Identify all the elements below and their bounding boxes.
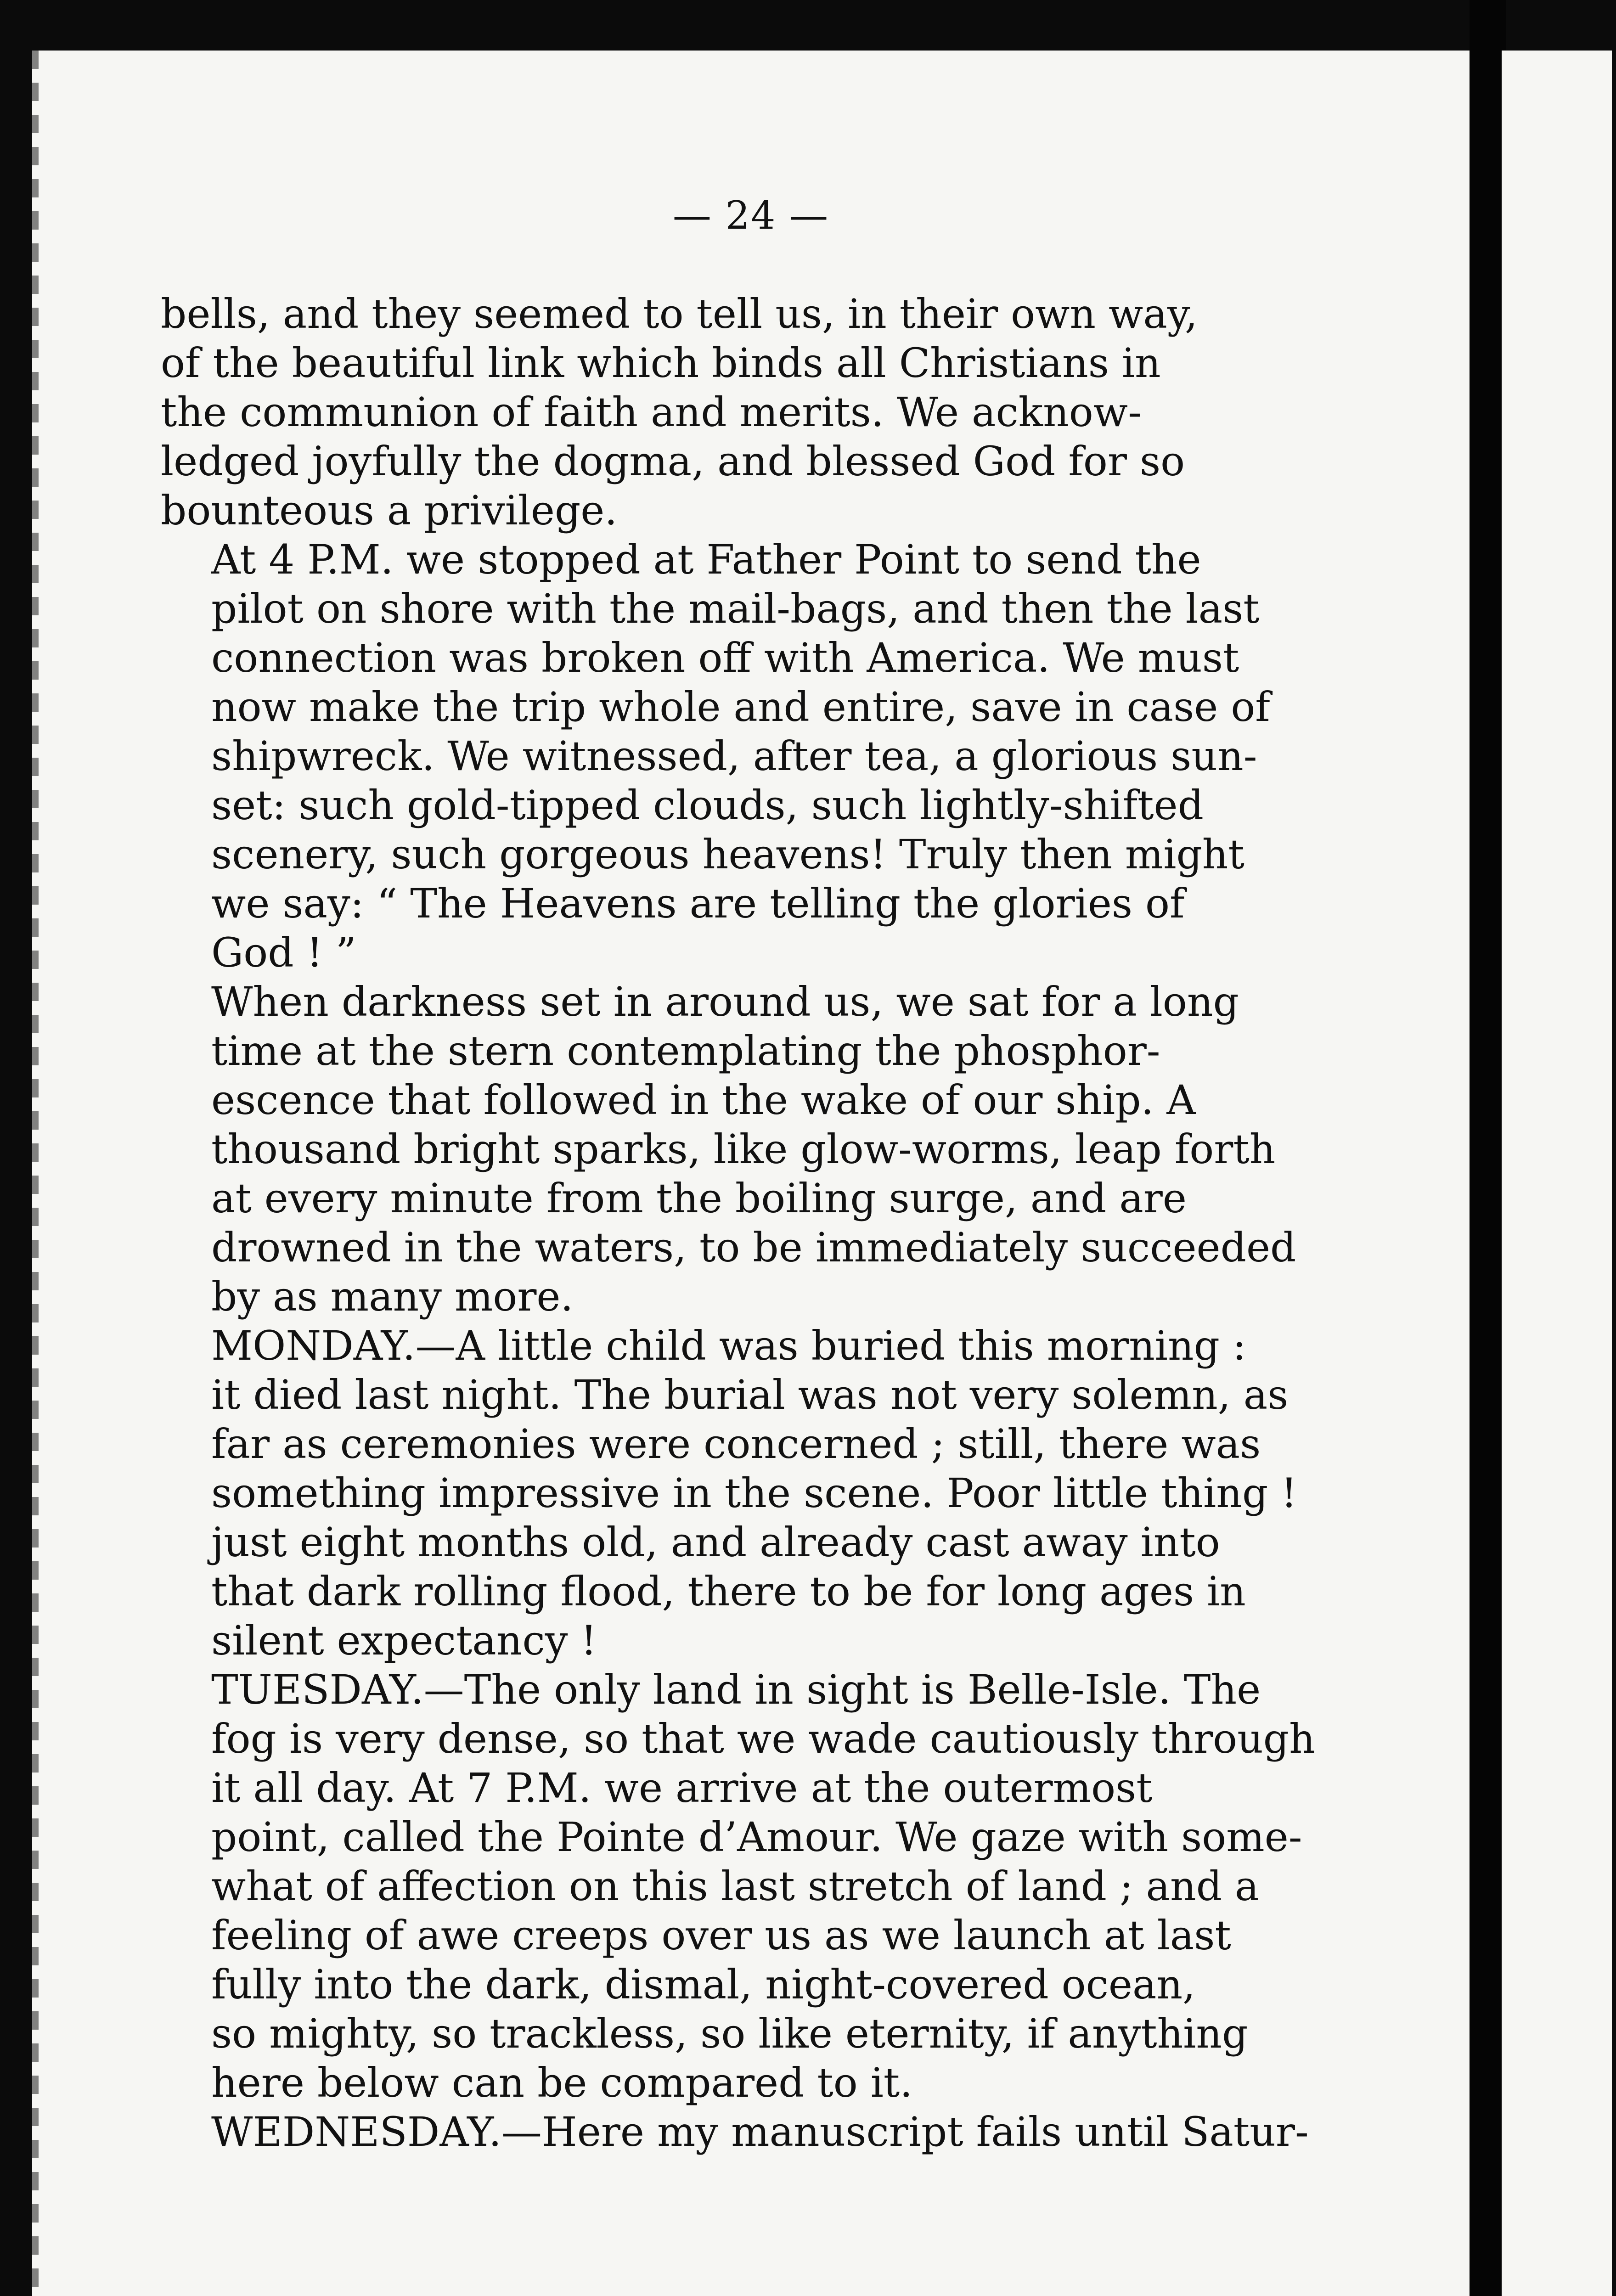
text-line: drowned in the waters, to be immediately succeeded: [211, 1224, 1296, 1271]
body-text: [161, 289, 1391, 2156]
paragraph-darkness: [161, 977, 1391, 1321]
text-line: fully into the dark, dismal, night-covered ocean,: [211, 1961, 1196, 2008]
text-line: WEDNESDAY.—Here my manuscript fails until Satur-: [211, 2108, 1309, 2155]
text-line: fog is very dense, so that we wade cautiously through: [211, 1715, 1315, 1762]
text-line: point, called the Pointe d’Amour. We gaze with some-: [211, 1813, 1302, 1861]
paragraph-monday: [161, 1321, 1391, 1665]
text-line: escence that followed in the wake of our ship. A: [211, 1076, 1196, 1124]
text-line: ledged joyfully the dogma, and blessed God for so: [161, 438, 1185, 485]
text-line: shipwreck. We witnessed, after tea, a glorious sun-: [211, 732, 1257, 780]
text-line: we say: “ The Heavens are telling the glories of: [211, 880, 1185, 927]
text-line: connection was broken off with America. We must: [211, 634, 1239, 681]
text-line: set: such gold-tipped clouds, such lightly-shifted: [211, 782, 1204, 829]
text-line: what of affection on this last stretch of land ; and a: [211, 1863, 1259, 1910]
text-line: by as many more.: [211, 1273, 574, 1320]
text-line: God ! ”: [211, 929, 356, 976]
text-line: now make the trip whole and entire, save in case of: [211, 683, 1270, 731]
text-line: it died last night. The burial was not very solemn, as: [211, 1371, 1289, 1418]
text-line: something impressive in the scene. Poor little thing !: [211, 1469, 1297, 1517]
text-line: time at the stern contemplating the phosphor-: [211, 1027, 1160, 1075]
paragraph-tuesday: [161, 1665, 1391, 2107]
facing-page-edge: [1502, 51, 1612, 2296]
text-line: just eight months old, and already cast away into: [211, 1519, 1220, 1566]
text-line: scenery, such gorgeous heavens! Truly then might: [211, 831, 1244, 878]
text-line: MONDAY.—A little child was buried this morning :: [211, 1322, 1246, 1369]
text-line: at every minute from the boiling surge, and are: [211, 1175, 1187, 1222]
text-line: TUESDAY.—The only land in sight is Belle-Isle. The: [211, 1666, 1261, 1713]
text-line: When darkness set in around us, we sat for a long: [211, 978, 1239, 1025]
text-line: far as ceremonies were concerned ; still, there was: [211, 1420, 1261, 1468]
page-number: — 24 —: [672, 193, 829, 238]
text-line: of the beautiful link which binds all Christians in: [161, 339, 1161, 387]
text-line: At 4 P.M. we stopped at Father Point to send the: [211, 536, 1201, 583]
book-gutter: [1470, 0, 1506, 2296]
text-line: that dark rolling flood, there to be for long ages in: [211, 1568, 1246, 1615]
paragraph-wednesday: [161, 2107, 1391, 2156]
text-line: pilot on shore with the mail-bags, and then the last: [211, 585, 1260, 632]
text-line: bounteous a privilege.: [161, 487, 618, 534]
text-line: feeling of awe creeps over us as we launch at last: [211, 1912, 1231, 1959]
text-line: here below can be compared to it.: [211, 2059, 913, 2106]
text-line: so mighty, so trackless, so like eternity, if anything: [211, 2010, 1248, 2057]
book-page: [32, 51, 1470, 2296]
text-line: it all day. At 7 P.M. we arrive at the outermost: [211, 1764, 1153, 1812]
text-line: the communion of faith and merits. We acknow-: [161, 388, 1142, 436]
paragraph-bells: [161, 289, 1391, 535]
text-line: thousand bright sparks, like glow-worms, leap forth: [211, 1125, 1276, 1173]
text-line: silent expectancy !: [211, 1617, 597, 1664]
page-left-edge: [32, 51, 39, 2296]
text-line: bells, and they seemed to tell us, in their own way,: [161, 290, 1198, 338]
paragraph-father-point: [161, 535, 1391, 977]
